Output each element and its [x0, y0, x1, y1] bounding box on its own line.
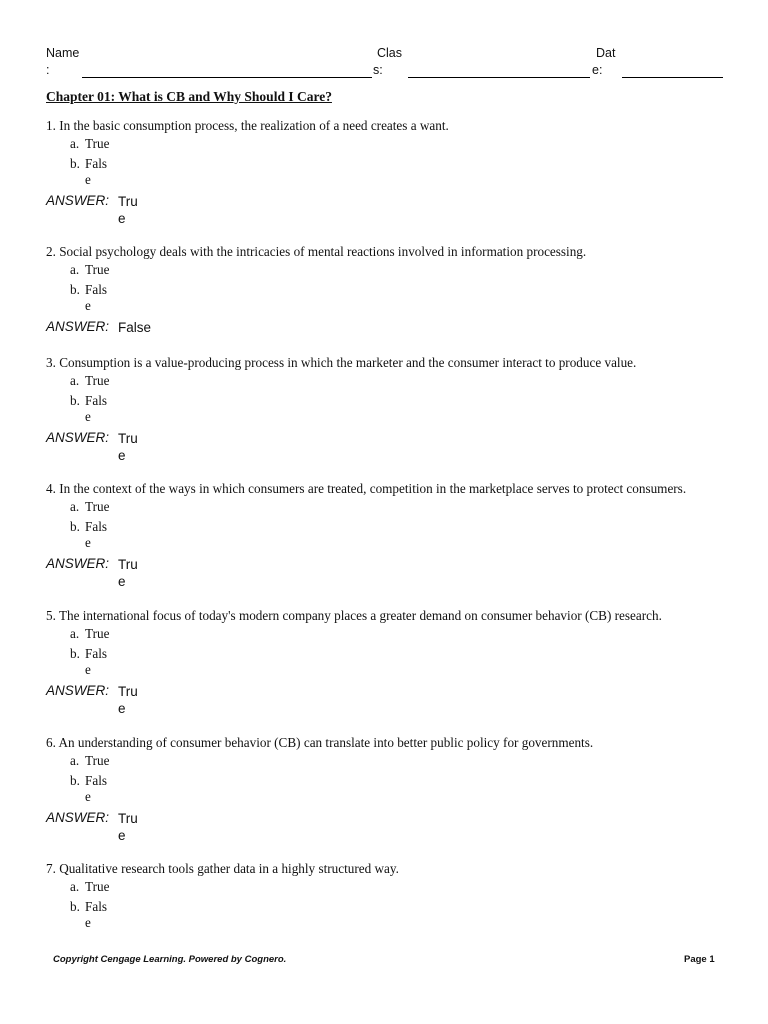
- answer-label: ANSWER:: [46, 430, 110, 445]
- question-text: 4. In the context of the ways in which consumers are treated, competition in the marketplace serves to protect consumers.: [46, 481, 687, 496]
- answer-row: [46, 553, 746, 589]
- question-text: 1. In the basic consumption process, the realization of a need creates a want.: [46, 118, 449, 133]
- class-field-line[interactable]: [408, 77, 590, 78]
- page-number: Page 1: [684, 954, 715, 965]
- question-text: 3. Consumption is a value-producing process in which the marketer and the consumer interact to produce value.: [46, 355, 637, 370]
- answer-label: ANSWER:: [46, 810, 110, 825]
- option-a[interactable]: a. True: [70, 136, 110, 151]
- answer-value: False: [118, 320, 152, 335]
- chapter-title: Chapter 01: What is CB and Why Should I Care?: [46, 89, 332, 104]
- question-text: 7. Qualitative research tools gather data in a highly structured way.: [46, 861, 399, 876]
- name-label: Name: [46, 46, 80, 60]
- answer-value: True: [118, 194, 138, 226]
- answer-row: [46, 190, 746, 226]
- answer-value: True: [118, 557, 138, 589]
- option-a[interactable]: a. True: [70, 626, 110, 641]
- class-label-suffix: s:: [373, 63, 383, 77]
- date-field-line[interactable]: [622, 77, 723, 78]
- question-5: [46, 608, 746, 716]
- answer-row: [46, 427, 746, 463]
- answer-row: [46, 807, 746, 843]
- date-label: Dat: [596, 46, 616, 60]
- option-b[interactable]: b. False: [70, 773, 107, 804]
- question-text: 2. Social psychology deals with the intricacies of mental reactions involved in information processing.: [46, 244, 587, 259]
- option-b[interactable]: b. False: [70, 899, 107, 930]
- option-b[interactable]: b. False: [70, 646, 107, 677]
- question-4: [46, 481, 746, 589]
- option-b[interactable]: b. False: [70, 282, 107, 313]
- answer-label: ANSWER:: [46, 193, 110, 208]
- footer-copyright: Copyright Cengage Learning. Powered by Cognero.: [53, 954, 287, 965]
- answer-value: True: [118, 811, 138, 843]
- option-a[interactable]: a. True: [70, 753, 110, 768]
- answer-row: [46, 316, 746, 352]
- option-a[interactable]: a. True: [70, 879, 110, 894]
- question-1: [46, 118, 746, 226]
- name-label-colon: :: [46, 63, 50, 77]
- question-3: [46, 355, 746, 463]
- option-a[interactable]: a. True: [70, 262, 110, 277]
- class-label: Clas: [377, 46, 403, 60]
- answer-label: ANSWER:: [46, 683, 110, 698]
- option-b[interactable]: b. False: [70, 393, 107, 424]
- option-a[interactable]: a. True: [70, 373, 110, 388]
- question-7: [46, 861, 746, 930]
- option-b[interactable]: b. False: [70, 156, 107, 187]
- question-text: 5. The international focus of today's modern company places a greater demand on consumer behavior (CB) research.: [46, 608, 662, 623]
- answer-value: True: [118, 684, 138, 716]
- option-b[interactable]: b. False: [70, 519, 107, 550]
- date-label-suffix: e:: [592, 63, 603, 77]
- question-6: [46, 735, 746, 843]
- answer-row: [46, 680, 746, 716]
- question-2: [46, 244, 746, 352]
- question-text: 6. An understanding of consumer behavior (CB) can translate into better public policy for governments.: [46, 735, 594, 750]
- answer-label: ANSWER:: [46, 556, 110, 571]
- name-field-line[interactable]: [82, 77, 372, 78]
- option-a[interactable]: a. True: [70, 499, 110, 514]
- answer-label: ANSWER:: [46, 319, 110, 334]
- answer-value: True: [118, 431, 138, 463]
